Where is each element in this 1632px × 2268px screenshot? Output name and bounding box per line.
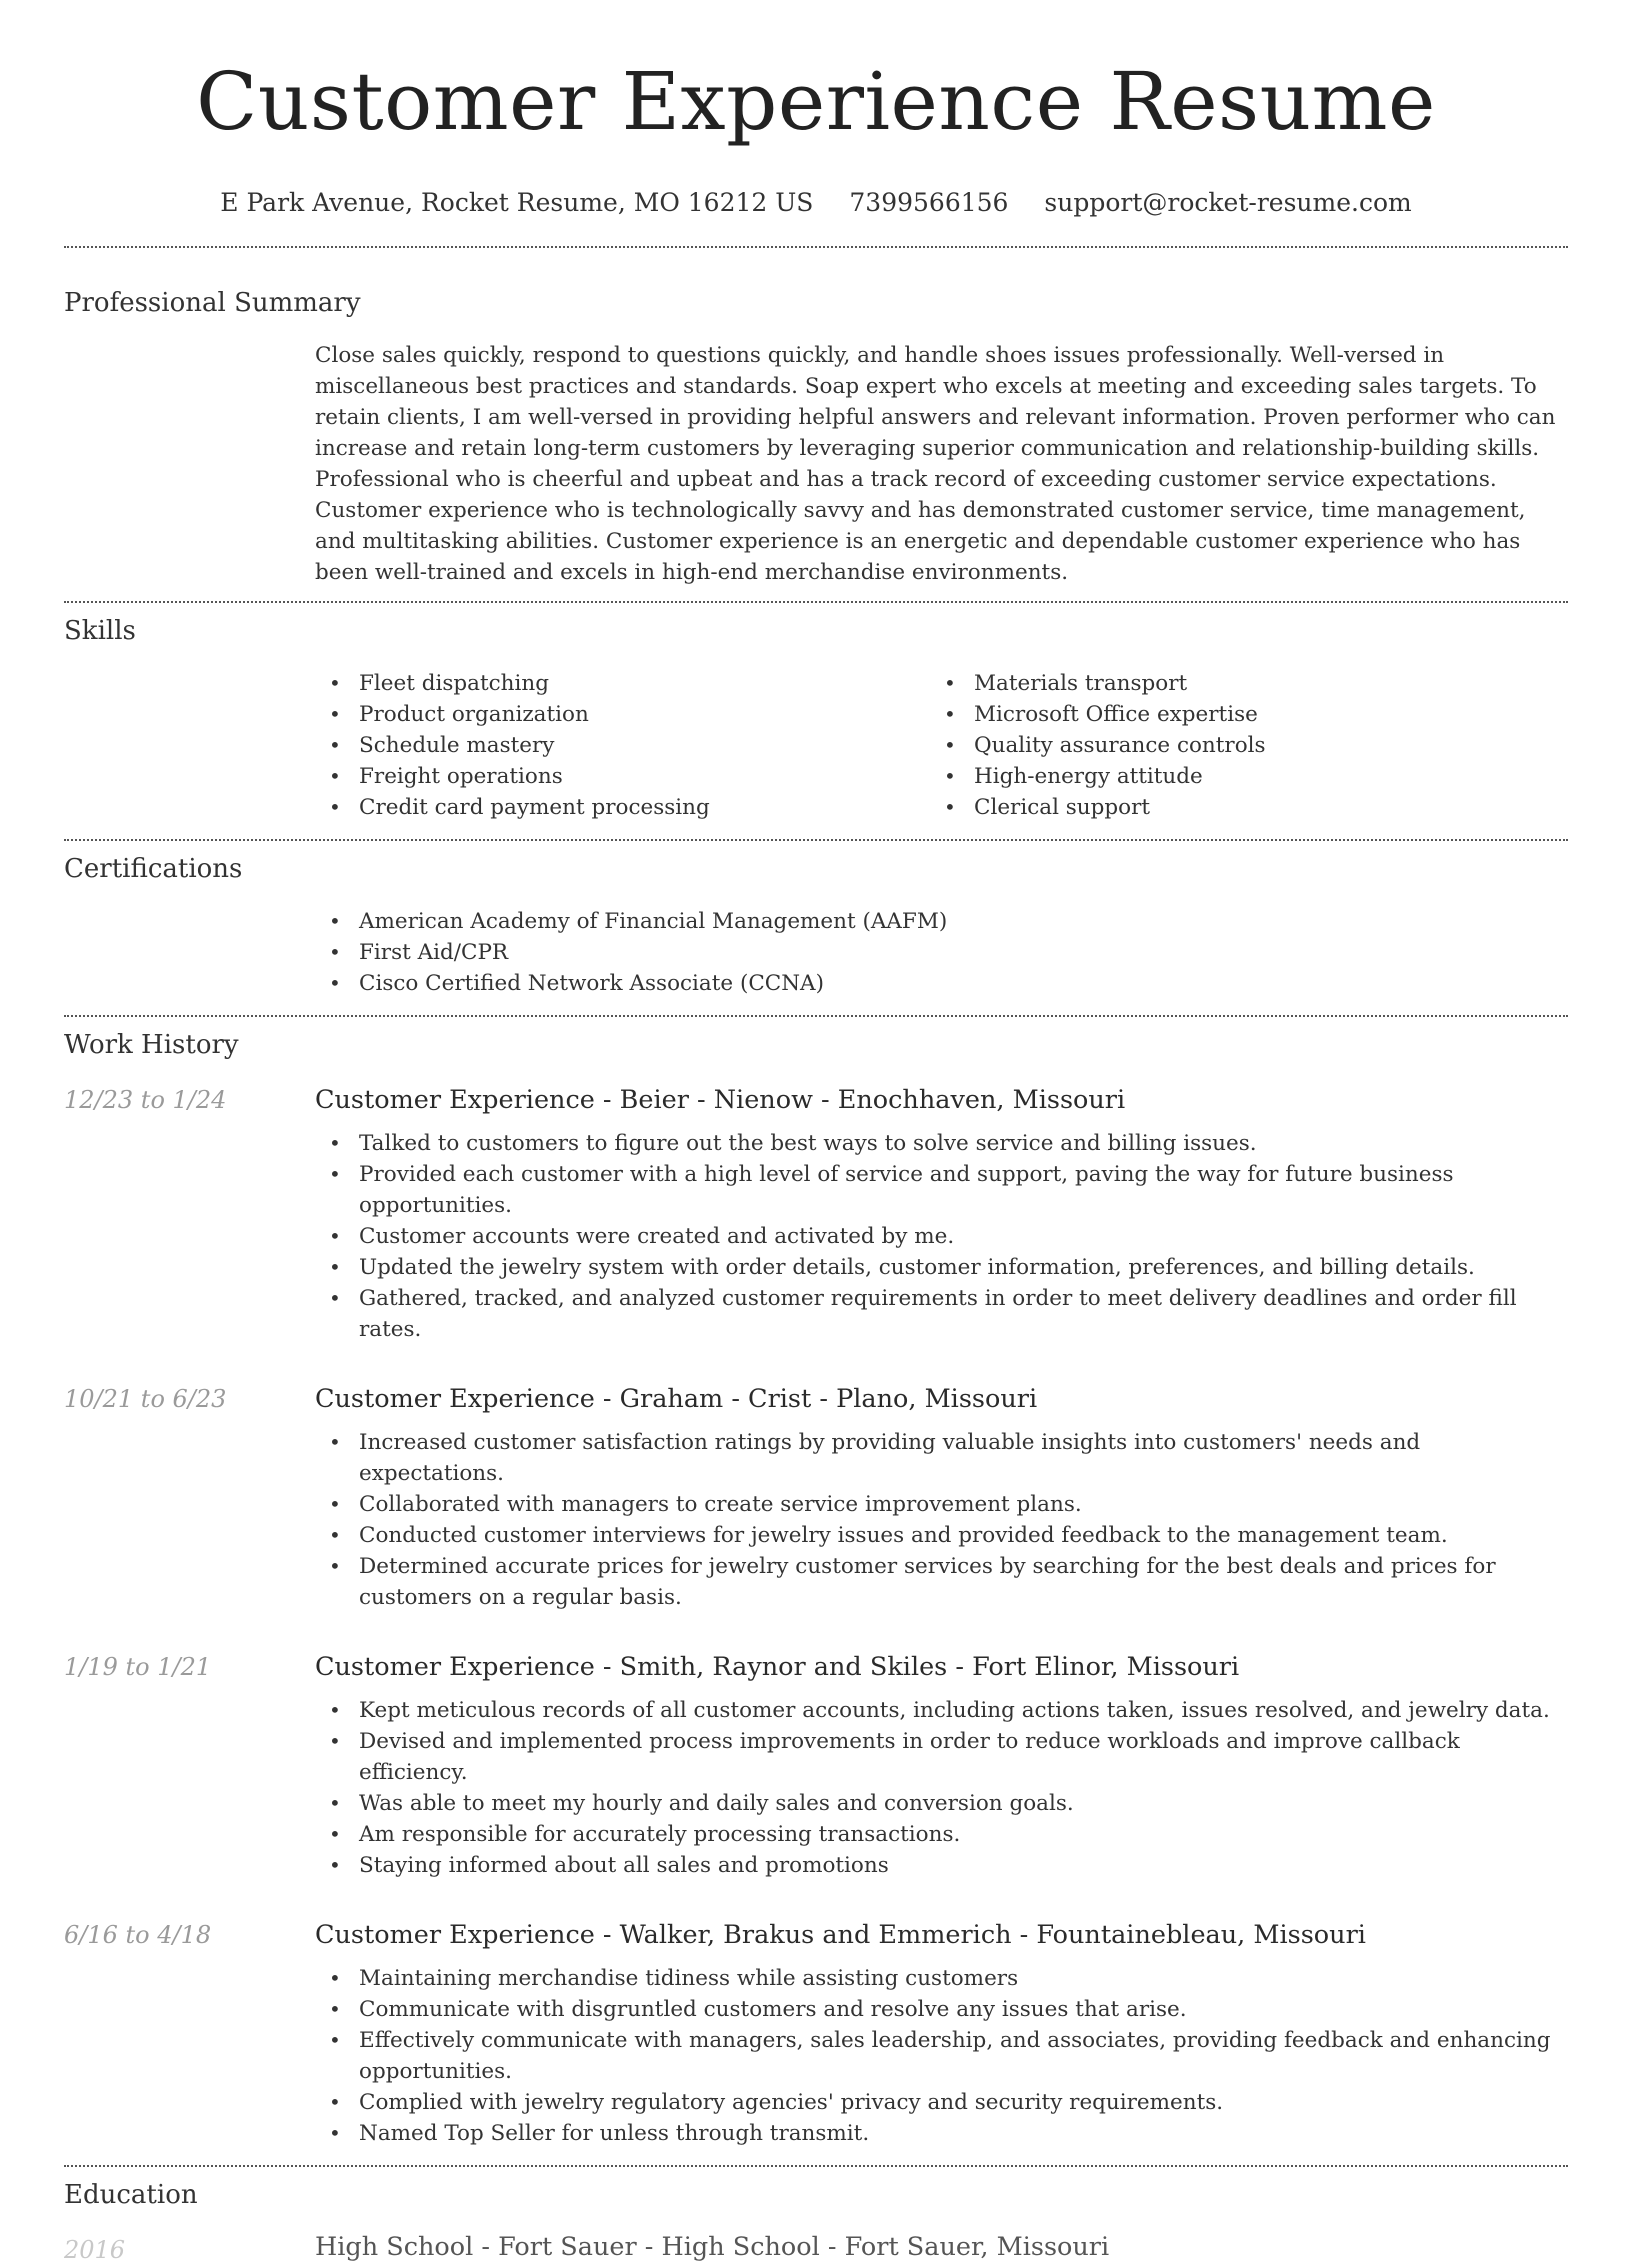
job-bullet: • Staying informed about all sales and promotions: [315, 1850, 1568, 1881]
skills-grid: [315, 668, 1568, 823]
job-entry: [64, 1917, 1568, 2149]
certifications-heading: Certifications: [64, 854, 243, 884]
contact-email: support@rocket-resume.com: [1044, 188, 1412, 217]
skills-list-left: [315, 668, 930, 823]
education-entry: [64, 2232, 1568, 2268]
divider: [64, 1015, 1568, 1017]
job-title: Customer Experience - Walker, Brakus and Emmerich - Fountainebleau, Missouri: [315, 1920, 1366, 1950]
job-bullets: [315, 1695, 1568, 1881]
job-dates: 10/21 to 6/23: [64, 1385, 227, 1413]
skills-section: [64, 614, 1568, 823]
skills-heading: Skills: [64, 616, 136, 646]
skill-item: • Quality assurance controls: [930, 730, 1545, 761]
summary-text: Close sales quickly, respond to questions quickly, and handle shoes issues professionally. Well-versed in miscellaneous best practices and standards. Soap expert who excels at meeting and exceeding sales targets. To retain clients, I am well-versed in providing helpful answers and relevant information. Proven performer who can increase and retain long-term customers by leveraging superior communication and relationship-building skills. Professional who is cheerful and upbeat and has a track record of exceeding customer service expectations. Customer experience who is technologically savvy and has demonstrated customer service, time management, and multitasking abilities. Customer experience is an energetic and dependable customer experience who has been well-trained and excels in high-end merchandise environments.: [315, 343, 1556, 585]
job-bullet: • Was able to meet my hourly and daily sales and conversion goals.: [315, 1788, 1568, 1819]
job-dates: 1/19 to 1/21: [64, 1653, 212, 1681]
work-history-heading: Work History: [64, 1030, 239, 1060]
job-body: [315, 1917, 1568, 2149]
contact-address: E Park Avenue, Rocket Resume, MO 16212 US: [220, 188, 814, 217]
divider: [64, 246, 1568, 248]
education-body: [315, 2232, 1568, 2268]
resume-page: [64, 0, 1568, 2268]
job-bullets: [315, 1128, 1568, 1345]
certifications-list-wrap: [315, 906, 1568, 999]
job-title: Customer Experience - Graham - Crist - Plano, Missouri: [315, 1384, 1038, 1414]
job-bullet: • Devised and implemented process improvements in order to reduce workloads and improve callback efficiency.: [315, 1726, 1568, 1788]
skill-item: • Clerical support: [930, 792, 1545, 823]
job-bullet: • Provided each customer with a high level of service and support, paving the way for future business opportunities.: [315, 1159, 1568, 1221]
certification-item: • American Academy of Financial Management (AAFM): [315, 906, 1568, 937]
job-bullet: • Determined accurate prices for jewelry customer services by searching for the best deals and prices for customers on a regular basis.: [315, 1551, 1568, 1613]
job-bullet: • Talked to customers to figure out the best ways to solve service and billing issues.: [315, 1128, 1568, 1159]
job-dates: 6/16 to 4/18: [64, 1921, 212, 1949]
resume-title: Customer Experience Resume: [196, 55, 1436, 148]
job-body: [315, 1082, 1568, 1345]
job-bullet: • Customer accounts were created and activated by me.: [315, 1221, 1568, 1252]
job-entry: [64, 1381, 1568, 1613]
divider: [64, 2165, 1568, 2167]
certifications-list: [315, 906, 1568, 999]
job-body: [315, 1649, 1568, 1881]
job-bullet: • Named Top Seller for unless through transmit.: [315, 2118, 1568, 2149]
summary-section: [64, 286, 1568, 588]
skill-item: • Microsoft Office expertise: [930, 699, 1545, 730]
job-bullet: • Increased customer satisfaction ratings by providing valuable insights into customers' needs and expectations.: [315, 1427, 1568, 1489]
work-history-section: [64, 1028, 1568, 2149]
summary-heading: Professional Summary: [64, 288, 361, 318]
job-body: [315, 1381, 1568, 1613]
skills-list-right: [930, 668, 1545, 823]
skill-item: • High-energy attitude: [930, 761, 1545, 792]
contact-phone: 7399566156: [849, 188, 1009, 217]
job-bullet: • Conducted customer interviews for jewelry issues and provided feedback to the management team.: [315, 1520, 1568, 1551]
job-entry: [64, 1649, 1568, 1881]
job-entry: [64, 1082, 1568, 1345]
contact-line: [64, 186, 1568, 220]
education-section: [64, 2178, 1568, 2268]
education-date: 2016: [64, 2236, 126, 2264]
education-title: High School - Fort Sauer - High School - Fort Sauer, Missouri: [315, 2232, 1110, 2262]
skill-item: • Fleet dispatching: [315, 668, 930, 699]
job-bullet: • Maintaining merchandise tidiness while assisting customers: [315, 1963, 1568, 1994]
job-bullet: • Gathered, tracked, and analyzed customer requirements in order to meet delivery deadlines and order fill rates.: [315, 1283, 1568, 1345]
skill-item: • Credit card payment processing: [315, 792, 930, 823]
job-bullet: • Updated the jewelry system with order details, customer information, preferences, and billing details.: [315, 1252, 1568, 1283]
divider: [64, 601, 1568, 603]
job-dates: 12/23 to 1/24: [64, 1086, 227, 1114]
certifications-section: [64, 852, 1568, 999]
skill-item: • Schedule mastery: [315, 730, 930, 761]
job-bullets: [315, 1427, 1568, 1613]
job-bullet: • Collaborated with managers to create service improvement plans.: [315, 1489, 1568, 1520]
certification-item: • First Aid/CPR: [315, 937, 1568, 968]
education-heading: Education: [64, 2180, 198, 2210]
job-bullet: • Complied with jewelry regulatory agencies' privacy and security requirements.: [315, 2087, 1568, 2118]
job-bullet: • Communicate with disgruntled customers and resolve any issues that arise.: [315, 1994, 1568, 2025]
divider: [64, 839, 1568, 841]
job-title: Customer Experience - Smith, Raynor and Skiles - Fort Elinor, Missouri: [315, 1652, 1240, 1682]
certification-item: • Cisco Certified Network Associate (CCNA): [315, 968, 1568, 999]
job-bullets: [315, 1963, 1568, 2149]
skill-item: • Product organization: [315, 699, 930, 730]
job-bullet: • Effectively communicate with managers, sales leadership, and associates, providing feedback and enhancing opportunities.: [315, 2025, 1568, 2087]
skill-item: • Freight operations: [315, 761, 930, 792]
job-bullet: • Am responsible for accurately processing transactions.: [315, 1819, 1568, 1850]
job-bullet: • Kept meticulous records of all customer accounts, including actions taken, issues resolved, and jewelry data.: [315, 1695, 1568, 1726]
job-title: Customer Experience - Beier - Nienow - Enochhaven, Missouri: [315, 1085, 1126, 1115]
skill-item: • Materials transport: [930, 668, 1545, 699]
